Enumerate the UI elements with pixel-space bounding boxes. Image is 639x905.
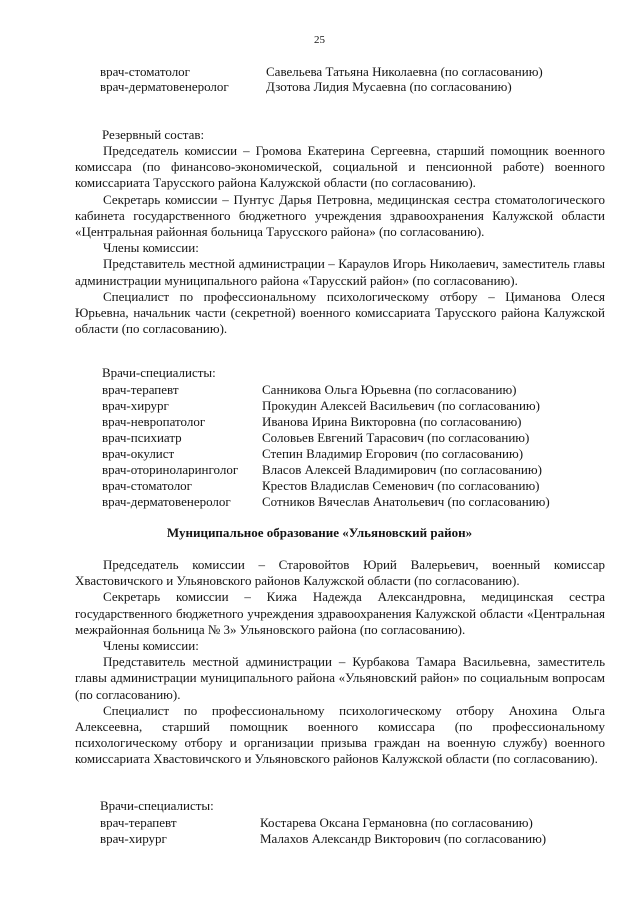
doctor-name: Костарева Оксана Германовна (по согласованию)	[260, 815, 533, 830]
specialist-role: врач-дерматовенеролог	[100, 79, 229, 94]
doctor-role: врач-психиатр	[102, 430, 182, 445]
doctor-role: врач-терапевт	[102, 382, 179, 397]
doctor-name: Прокудин Алексей Васильевич (по согласованию)	[262, 398, 540, 413]
doctor-name: Крестов Владислав Семенович (по согласованию)	[262, 478, 540, 493]
reserve-member-admin: Представитель местной администрации – Караулов Игорь Николаевич, заместитель главы администрации муниципального района «Тарусский район» (по согласованию).	[75, 256, 605, 288]
ulyanovsk-members-heading: Члены комиссии:	[103, 638, 199, 654]
reserve-doctors-heading: Врачи-специалисты:	[102, 365, 216, 380]
page-number: 25	[314, 34, 325, 46]
ulyanovsk-doctors-heading: Врачи-специалисты:	[100, 798, 214, 813]
doctor-name: Иванова Ирина Викторовна (по согласованию)	[262, 414, 522, 429]
doctor-name: Власов Алексей Владимирович (по согласованию)	[262, 462, 542, 477]
ulyanovsk-chairman: Председатель комиссии – Старовойтов Юрий Валерьевич, военный комиссар Хвастовичского и Ульяновского районов Калужской области (по согласованию).	[75, 557, 605, 589]
specialist-name: Савельева Татьяна Николаевна (по согласованию)	[266, 64, 543, 79]
reserve-chairman: Председатель комиссии – Громова Екатерина Сергеевна, старший помощник военного комиссара (по финансово-экономической, социальной и пенсионной работе) военного комиссариата Тарусского района Калужской области (по согласованию).	[75, 143, 605, 191]
ulyanovsk-secretary: Секретарь комиссии – Кижа Надежда Александровна, медицинская сестра государственного бюджетного учреждения здравоохранения Калужской области «Центральная межрайонная больница № 3» Ульяновского района (по согласованию).	[75, 589, 605, 637]
doctor-name: Санникова Ольга Юрьевна (по согласованию)	[262, 382, 517, 397]
specialist-role: врач-стоматолог	[100, 64, 191, 79]
reserve-member-psychologist: Специалист по профессиональному психологическому отбору – Циманова Олеся Юрьевна, начальник части (секретной) военного комиссариата Тарусского района Калужской области (по согласованию).	[75, 288, 605, 337]
reserve-members-heading: Члены комиссии:	[103, 240, 199, 256]
doctor-role: врач-стоматолог	[102, 478, 193, 493]
reserve-heading: Резервный состав:	[102, 127, 205, 142]
doctor-name: Степин Владимир Егорович (по согласованию)	[262, 446, 524, 461]
doctor-role: врач-терапевт	[100, 815, 177, 830]
doctor-role: врач-невропатолог	[102, 414, 206, 429]
ulyanovsk-member-psychologist: Специалист по профессиональному психологическому отбору Анохина Ольга Алексеевна, старший помощник военного комиссара (по профессиональному психологическому отбору и организации призыва граждан на военную службу) военного комиссариата Хвастовичского и Ульяновского районов Калужской области (по согласованию).	[75, 702, 605, 767]
doctor-name: Малахов Александр Викторович (по согласованию)	[260, 831, 547, 846]
specialist-name: Дзотова Лидия Мусаевна (по согласованию)	[266, 79, 512, 94]
doctor-name: Соловьев Евгений Тарасович (по согласованию)	[262, 430, 530, 445]
doctor-role: врач-оториноларинголог	[102, 462, 239, 477]
reserve-body	[75, 143, 605, 337]
doctor-role: врач-дерматовенеролог	[102, 494, 231, 509]
ulyanovsk-body	[75, 557, 605, 768]
ulyanovsk-member-admin: Представитель местной администрации – Курбакова Тамара Васильевна, заместитель главы администрации муниципального района «Ульяновский район» по социальным вопросам (по согласованию).	[75, 654, 605, 702]
reserve-secretary: Секретарь комиссии – Пунтус Дарья Петровна, медицинская сестра стоматологического кабинета государственного бюджетного учреждения здравоохранения Калужской области «Центральная районная больница Тарусского района» (по согласованию).	[75, 191, 605, 240]
doctor-role: врач-окулист	[102, 446, 175, 461]
doctor-role: врач-хирург	[102, 398, 169, 413]
doctor-name: Сотников Вячеслав Анатольевич (по согласованию)	[262, 494, 550, 509]
section-title: Муниципальное образование «Ульяновский район»	[166, 525, 473, 540]
doctor-role: врач-хирург	[100, 831, 167, 846]
